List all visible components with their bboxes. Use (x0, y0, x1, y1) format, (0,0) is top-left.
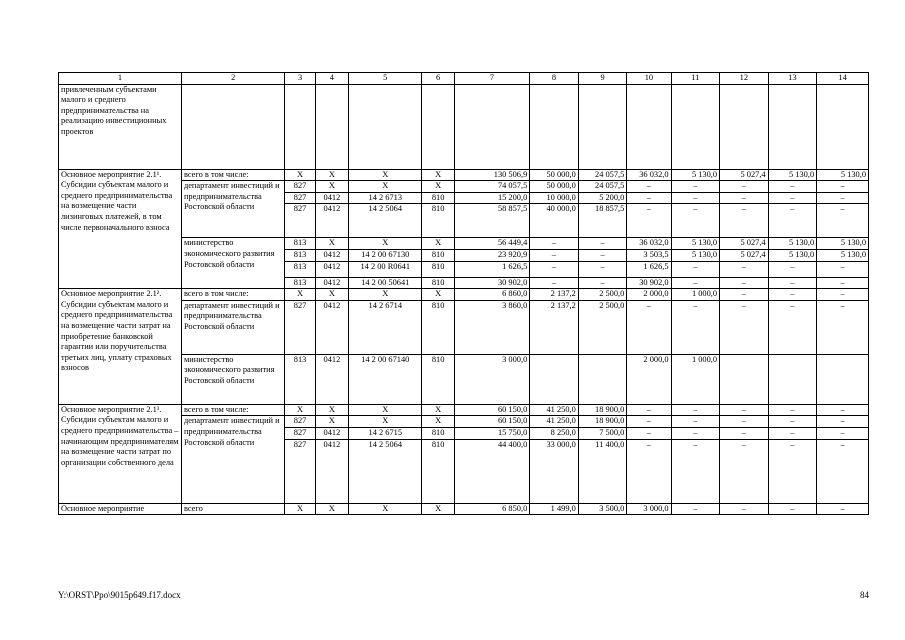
cell-value: 14 2 6715 (349, 427, 422, 439)
cell-value: 5 130,0 (817, 169, 869, 181)
table-row (59, 404, 869, 416)
cell-value: – (768, 181, 817, 193)
executor-cell: всего (181, 503, 285, 515)
cell-value: – (817, 503, 869, 515)
cell-value: 0412 (315, 300, 348, 354)
cell-value: 15 750,0 (454, 427, 529, 439)
cell-value: – (671, 439, 720, 503)
col-num-5: 5 (349, 73, 422, 85)
cell-value: 24 057,5 (578, 181, 627, 193)
cell-value: 3 860,0 (454, 300, 529, 354)
cell-value: 50 000,0 (530, 169, 579, 181)
cell-value: X (315, 404, 348, 416)
cell-value: – (720, 416, 769, 428)
executor-cell: департамент инвестиций и предпринимательства Ростовской области (181, 300, 285, 354)
cell-value: 3 500,0 (578, 503, 627, 515)
cell-value: 14 2 00 67140 (349, 354, 422, 404)
cell-value: 827 (285, 439, 315, 503)
measure-name: Основное мероприятие 2.1¹. Субсидии субъектам малого и среднего предпринимательства на возмещение части лизинговых платежей, в том числе первоначального взноса (59, 169, 182, 289)
cell-value: 2 500,0 (578, 300, 627, 354)
cell-value: – (671, 503, 720, 515)
cell-value: 24 057,5 (578, 169, 627, 181)
cell-value: 810 (422, 261, 454, 277)
cell-value: 0412 (315, 354, 348, 404)
cell-value: X (315, 289, 348, 301)
cell-value: 1 499,0 (530, 503, 579, 515)
cell-value: 5 027,4 (720, 238, 769, 250)
cell-value: – (578, 261, 627, 277)
cell-value: 810 (422, 204, 454, 238)
column-number-row (59, 73, 869, 85)
cell-value: 5 200,0 (578, 192, 627, 204)
cell-value: 14 2 00 R0641 (349, 261, 422, 277)
cell-value: – (671, 416, 720, 428)
cell-value: – (627, 300, 671, 354)
cell-value: 827 (285, 300, 315, 354)
cell-value: X (315, 238, 348, 250)
cell-value: 827 (285, 427, 315, 439)
cell-value: 813 (285, 238, 315, 250)
cell-value: X (315, 181, 348, 193)
cell-value: – (817, 289, 869, 301)
cell-value: – (671, 261, 720, 277)
cell-value (530, 354, 579, 404)
cell-value: 14 2 6714 (349, 300, 422, 354)
cell-value: 827 (285, 204, 315, 238)
cell-value: 1 000,0 (671, 354, 720, 404)
table-row (59, 169, 869, 181)
file-path-footer: Y:\ORST\Ppo\9015p649.f17.docx (58, 590, 181, 600)
cell-value: 827 (285, 416, 315, 428)
executor-cell: всего в том числе: (181, 169, 285, 181)
cell-value: 813 (285, 249, 315, 261)
cell-value: 0412 (315, 192, 348, 204)
cell-value: 813 (285, 354, 315, 404)
cell-value (720, 354, 769, 404)
cell-value: – (768, 204, 817, 238)
cell-value: – (720, 261, 769, 277)
executor-cell: министерство экономического развития Ростовской области (181, 238, 285, 289)
cell-value: 130 506,9 (454, 169, 529, 181)
cell-value: – (768, 416, 817, 428)
cell-value: – (768, 404, 817, 416)
cell-value: X (315, 416, 348, 428)
cell-value: 810 (422, 192, 454, 204)
cell-value: 5 130,0 (671, 238, 720, 250)
cell-value: X (422, 503, 454, 515)
cell-value: X (349, 416, 422, 428)
cell-value: 810 (422, 277, 454, 289)
cell-value: – (720, 427, 769, 439)
cell-value: 30 902,0 (627, 277, 671, 289)
cell-value: – (720, 289, 769, 301)
cell-value: 827 (285, 192, 315, 204)
cell-value: 6 850,0 (454, 503, 529, 515)
measure-name: Основное мероприятие (59, 503, 182, 515)
cell-value: X (349, 169, 422, 181)
cell-value: 33 000,0 (530, 439, 579, 503)
cell-value: – (671, 300, 720, 354)
cell-value: – (627, 416, 671, 428)
cell-value: – (671, 404, 720, 416)
cell-value: 810 (422, 300, 454, 354)
cell-value: – (627, 192, 671, 204)
cell-value: – (817, 192, 869, 204)
cell-value: 18 900,0 (578, 404, 627, 416)
cell-value: X (422, 404, 454, 416)
cell-value: – (720, 404, 769, 416)
cell-value: 7 500,0 (578, 427, 627, 439)
executor-cell: департамент инвестиций и предпринимательства Ростовской области (181, 416, 285, 503)
cell-value: 5 130,0 (817, 249, 869, 261)
cell-value: – (627, 204, 671, 238)
measure-name: Основное мероприятие 2.1³. Субсидии субъектам малого и среднего предпринимательства – начинающим предпринимателям на возмещение части затрат по организации собственного дела (59, 404, 182, 503)
cell-value (768, 354, 817, 404)
cell-value: – (817, 439, 869, 503)
cell-value: – (768, 261, 817, 277)
cell-value: 5 130,0 (817, 238, 869, 250)
cell-value: X (349, 404, 422, 416)
cell-value: X (422, 416, 454, 428)
cell-value: 5 130,0 (768, 249, 817, 261)
cell-value: 3 000,0 (627, 503, 671, 515)
cell-value: – (768, 300, 817, 354)
cell-value: X (315, 503, 348, 515)
cell-value: 60 150,0 (454, 404, 529, 416)
cell-value: – (720, 204, 769, 238)
executor-cell: всего в том числе: (181, 289, 285, 301)
cell-value: 810 (422, 439, 454, 503)
col-num-11: 11 (671, 73, 720, 85)
cell-value: 0412 (315, 204, 348, 238)
page-number: 84 (860, 590, 869, 600)
cell-value: – (627, 181, 671, 193)
cell-value: 30 902,0 (454, 277, 529, 289)
cell-value: 3 000,0 (454, 354, 529, 404)
cell-value: – (768, 277, 817, 289)
cell-value: 14 2 5064 (349, 204, 422, 238)
cell-value: 2 137,2 (530, 300, 579, 354)
cell-value: 23 920,9 (454, 249, 529, 261)
executor-cell: всего в том числе: (181, 404, 285, 416)
cell-value: – (768, 192, 817, 204)
cell-value: 60 150,0 (454, 416, 529, 428)
cell-value: 2 000,0 (627, 289, 671, 301)
col-num-13: 13 (768, 73, 817, 85)
table-row (59, 84, 869, 169)
cell-value: – (671, 427, 720, 439)
cell-value: 5 130,0 (768, 238, 817, 250)
cell-value: 2 000,0 (627, 354, 671, 404)
cell-value: – (671, 192, 720, 204)
cell-value: 40 000,0 (530, 204, 579, 238)
continued-description: привлеченным субъектами малого и среднего предпринимательства на реализацию инвестиционных проектов (59, 84, 182, 169)
cell-value: – (720, 503, 769, 515)
cell-value: 11 400,0 (578, 439, 627, 503)
cell-value: X (285, 289, 315, 301)
cell-value: 5 130,0 (671, 169, 720, 181)
col-num-3: 3 (285, 73, 315, 85)
cell-value: 5 130,0 (768, 169, 817, 181)
cell-value: – (720, 277, 769, 289)
cell-value: – (817, 404, 869, 416)
cell-value: 2 137,2 (530, 289, 579, 301)
cell-value: – (671, 277, 720, 289)
cell-value (817, 354, 869, 404)
executor-cell: министерство экономического развития Ростовской области (181, 354, 285, 404)
cell-value: – (817, 300, 869, 354)
cell-value: X (422, 238, 454, 250)
cell-value: – (627, 439, 671, 503)
cell-value: 810 (422, 427, 454, 439)
cell-value: – (768, 503, 817, 515)
col-num-9: 9 (578, 73, 627, 85)
cell-value: – (671, 204, 720, 238)
cell-value: – (671, 181, 720, 193)
cell-value: X (285, 169, 315, 181)
col-num-4: 4 (315, 73, 348, 85)
table-row (59, 503, 869, 515)
cell-value: 813 (285, 261, 315, 277)
cell-value: – (530, 261, 579, 277)
cell-value: X (285, 404, 315, 416)
cell-value: – (768, 427, 817, 439)
cell-value: – (768, 289, 817, 301)
budget-table (58, 72, 869, 515)
cell-value: – (578, 249, 627, 261)
cell-value: X (285, 503, 315, 515)
cell-value: 14 2 6713 (349, 192, 422, 204)
cell-value: 18 900,0 (578, 416, 627, 428)
cell-value: 14 2 00 50641 (349, 277, 422, 289)
cell-value: – (720, 192, 769, 204)
cell-value: – (720, 181, 769, 193)
cell-value: – (720, 300, 769, 354)
col-num-6: 6 (422, 73, 454, 85)
cell-value: 3 503,5 (627, 249, 671, 261)
cell-value: 810 (422, 249, 454, 261)
cell-value: 50 000,0 (530, 181, 579, 193)
cell-value: 36 032,0 (627, 238, 671, 250)
cell-value: 1 626,5 (627, 261, 671, 277)
cell-value: 6 860,0 (454, 289, 529, 301)
cell-value: X (349, 289, 422, 301)
cell-value: X (349, 503, 422, 515)
cell-value: X (349, 238, 422, 250)
cell-value: – (627, 427, 671, 439)
col-num-1: 1 (59, 73, 182, 85)
cell-value: – (578, 277, 627, 289)
cell-value: 18 857,5 (578, 204, 627, 238)
cell-value: 2 500,0 (578, 289, 627, 301)
cell-value: 1 000,0 (671, 289, 720, 301)
col-num-2: 2 (181, 73, 285, 85)
cell-value: X (315, 169, 348, 181)
col-num-14: 14 (817, 73, 869, 85)
cell-value: X (422, 289, 454, 301)
cell-value: X (422, 169, 454, 181)
cell-value: X (422, 181, 454, 193)
cell-value: 44 400,0 (454, 439, 529, 503)
cell-value: 41 250,0 (530, 416, 579, 428)
cell-value: – (817, 416, 869, 428)
cell-value: 5 130,0 (671, 249, 720, 261)
cell-value: – (530, 238, 579, 250)
cell-value: – (817, 427, 869, 439)
cell-value: – (817, 181, 869, 193)
cell-value: 14 2 00 67130 (349, 249, 422, 261)
cell-value: 36 032,0 (627, 169, 671, 181)
col-num-7: 7 (454, 73, 529, 85)
cell-value: 0412 (315, 249, 348, 261)
cell-value: 0412 (315, 277, 348, 289)
cell-value: – (817, 261, 869, 277)
cell-value: – (530, 249, 579, 261)
cell-value: – (530, 277, 579, 289)
col-num-12: 12 (720, 73, 769, 85)
table-row (59, 289, 869, 301)
cell-value: 813 (285, 277, 315, 289)
cell-value: 58 857,5 (454, 204, 529, 238)
cell-value: 1 626,5 (454, 261, 529, 277)
cell-value: 74 057,5 (454, 181, 529, 193)
cell-value: – (627, 404, 671, 416)
cell-value: 810 (422, 354, 454, 404)
cell-value: 0412 (315, 261, 348, 277)
cell-value: – (578, 238, 627, 250)
cell-value: 41 250,0 (530, 404, 579, 416)
col-num-8: 8 (530, 73, 579, 85)
cell-value: 56 449,4 (454, 238, 529, 250)
cell-value (578, 354, 627, 404)
cell-value: 5 027,4 (720, 169, 769, 181)
cell-value: 14 2 5064 (349, 439, 422, 503)
executor-cell: департамент инвестиций и предпринимательства Ростовской области (181, 181, 285, 238)
cell-value: – (720, 439, 769, 503)
cell-value: – (817, 277, 869, 289)
cell-value: X (349, 181, 422, 193)
cell-value: 827 (285, 181, 315, 193)
cell-value: 0412 (315, 439, 348, 503)
col-num-10: 10 (627, 73, 671, 85)
cell-value: – (768, 439, 817, 503)
cell-value: 0412 (315, 427, 348, 439)
cell-value: 15 200,0 (454, 192, 529, 204)
cell-value: – (817, 204, 869, 238)
cell-value: 5 027,4 (720, 249, 769, 261)
cell-value: 10 000,0 (530, 192, 579, 204)
cell-value: 8 250,0 (530, 427, 579, 439)
measure-name: Основное мероприятие 2.1². Субсидии субъектам малого и среднего предпринимательства на возмещение части затрат на приобретение банковской гарантии или поручительства третьих лиц, уплату страховых взносов (59, 289, 182, 405)
